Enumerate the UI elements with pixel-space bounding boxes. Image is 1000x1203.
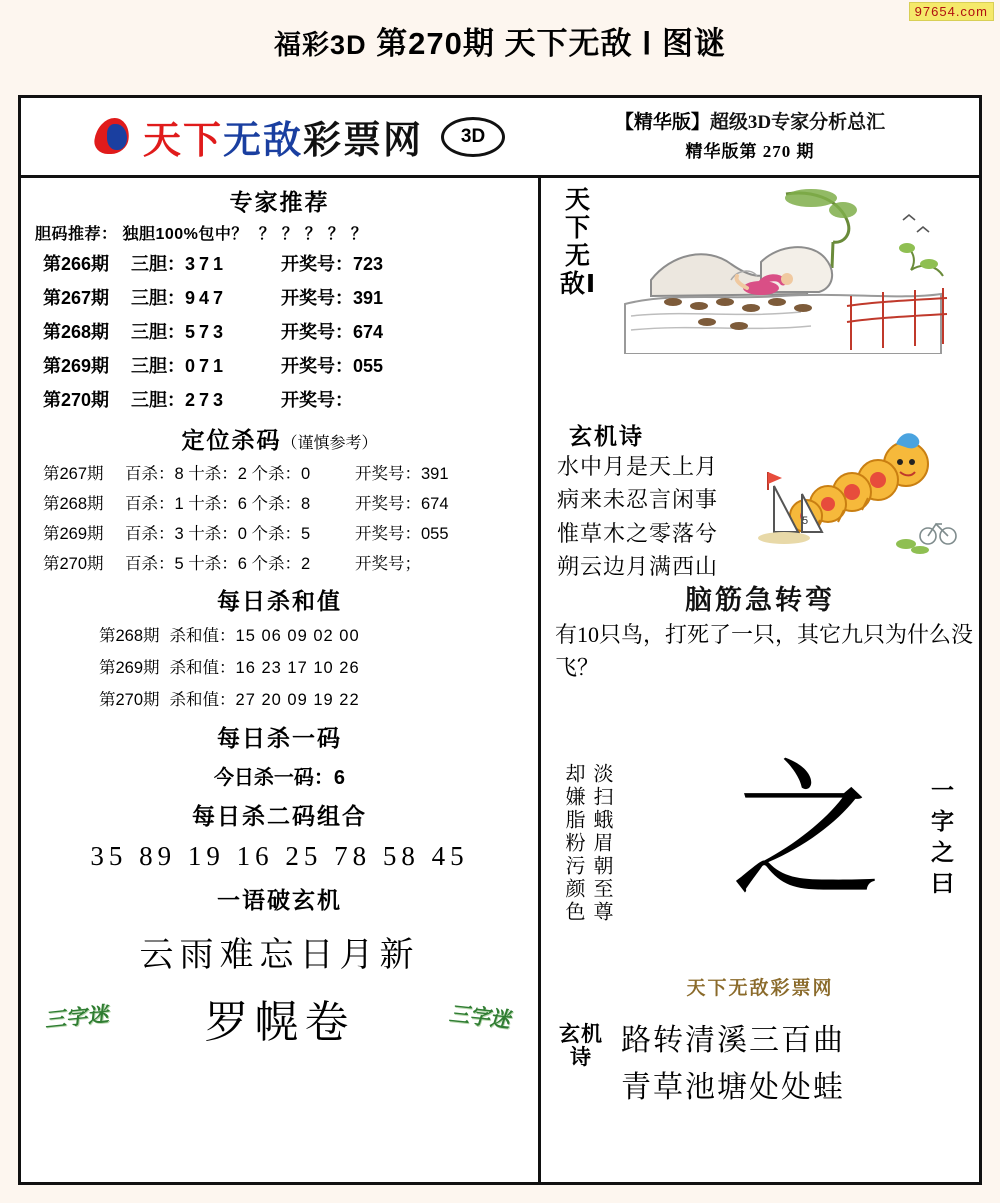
poem-line: 水中月是天上月 [557,454,719,479]
row-issue: 第270期 [43,390,110,410]
big-character: 之 [731,750,882,916]
row-label: 杀和值： [169,659,236,677]
page-title-issue: 第270期 [376,26,495,61]
swallow-logo-icon [91,116,137,158]
three-char-riddle-row [21,986,538,1050]
danma-question-marks: ？？？？？ [258,226,374,243]
row-values: 15 06 09 02 00 [235,627,360,645]
row-draw [355,490,449,514]
row-sandan-label: 三胆： [131,322,185,342]
row-draw-value: 055 [353,356,384,376]
row-issue: 第266期 [43,254,110,274]
poem-column: 淡扫蛾眉朝至尊 [590,763,612,924]
bottom-poem-lines [621,1018,845,1111]
poem-line: 病来未忍言闲事 [557,487,719,513]
position-kill-title-text: 定位杀码 [181,428,282,454]
row-sandan [131,250,281,276]
table-row [21,618,538,650]
table-row [21,246,538,280]
row-draw [281,318,383,344]
poem-line: 朔云边月满西山 [557,554,719,580]
row-sandan [131,318,281,344]
poster-body [21,178,979,1182]
row-sandan-value: 947 [185,288,228,308]
row-draw-label: 开奖号： [281,288,353,308]
row-values: 16 23 17 10 26 [235,659,360,677]
table-row [21,682,538,714]
table-row [21,547,538,577]
row-sandan-label: 三胆： [131,288,185,308]
poem-line: 路转清溪三百曲 [621,1024,845,1057]
edition-issue: 精华版第 270 期 [685,142,815,162]
row-draw [281,352,383,378]
row-draw-label: 开奖号： [281,322,353,342]
row-draw-value: 055 [421,525,449,543]
brand-vertical-title: 天下无敌Ⅰ [559,185,597,298]
brain-teaser-title: 脑筋急转弯 [685,585,835,616]
table-row [21,457,538,487]
row-draw [355,460,449,484]
row-draw-value: 391 [353,288,384,308]
daily-kill-one-title: 每日杀一码 [217,726,342,752]
page-title-prefix: 福彩3D [274,30,367,60]
poem-column: 却嫌脂粉污颜色 [562,763,584,924]
row-draw-label: 开奖号： [281,390,353,410]
three-char-badge-right: 三字迷 [446,1001,516,1033]
row-draw-value: 674 [421,495,449,513]
page-title [0,0,1000,77]
row-sandan [131,386,281,412]
poster-frame [18,95,982,1185]
left-column [21,178,541,1182]
row-draw-label: 开奖号： [281,254,353,274]
row-kill-values: 百杀：8 十杀：2 个杀：0 [125,465,311,483]
table-row [21,348,538,382]
table-row [21,650,538,682]
yiyu-title: 一语破玄机 [217,888,342,914]
lottery-3d-badge: 3D [441,117,505,157]
row-sandan-value: 071 [185,356,228,376]
table-row [21,382,538,416]
illustration-landscape [611,184,951,354]
site-logo-text [143,109,423,164]
row-draw-value: 391 [421,465,449,483]
position-kill-title [21,422,538,455]
masthead [21,98,979,178]
row-issue: 第269期 [43,525,104,543]
table-row [21,280,538,314]
row-draw-value: 674 [353,322,384,342]
daily-kill-sum-title: 每日杀和值 [217,589,342,615]
row-draw [281,386,353,412]
row-kill-values: 百杀：5 十杀：6 个杀：2 [125,555,311,573]
recommend-table [21,246,538,416]
row-sandan-value: 573 [185,322,228,342]
row-draw [355,550,421,574]
row-sandan [131,352,281,378]
xuanji-badge: 玄机诗 [559,1022,603,1070]
row-draw [355,520,449,544]
row-draw-label: 开奖号： [355,495,421,513]
three-char-badge-left: 三字迷 [44,1001,112,1033]
yiyu-text: 云雨难忘日月新 [139,937,420,974]
table-row [21,517,538,547]
svg-text:5: 5 [802,515,809,527]
daily-kill-sum-table [21,618,538,714]
danma-recommend-line [21,219,538,246]
row-kill-values: 百杀：1 十杀：6 个杀：8 [125,495,311,513]
table-row [21,487,538,517]
danma-label: 胆码推荐： [35,226,118,243]
row-draw-label: 开奖号； [355,555,421,573]
row-draw [281,250,383,276]
page-title-name: 天下无敌 [504,26,633,61]
xuanji-poem-lines [557,450,718,584]
row-sandan-value: 371 [185,254,228,274]
row-sandan-label: 三胆： [131,356,185,376]
row-kill-values: 百杀：3 十杀：0 个杀：5 [125,525,311,543]
vertical-poem [561,763,613,924]
site-logo [21,109,521,164]
site-subtitle: 天下无敌彩票网 [686,977,834,999]
poem-line: 青草池塘处处蛙 [621,1070,845,1104]
row-sandan-label: 三胆： [131,390,185,410]
row-sandan-value: 273 [185,390,228,410]
right-column [541,178,979,1182]
xuanji-poem-title: 玄机诗 [569,424,644,450]
row-issue: 第267期 [43,465,104,483]
illustration-caterpillar [756,428,971,563]
row-draw-value: 723 [353,254,384,274]
row-issue: 第269期 [43,356,110,376]
position-kill-table [21,457,538,577]
table-row [21,314,538,348]
row-sandan-label: 三胆： [131,254,185,274]
masthead-headline [521,108,979,166]
logo-text-part3: 彩票网 [303,118,424,162]
row-issue: 第269期 [99,659,160,677]
logo-text-part2: 无敌 [223,118,304,162]
page-title-suffix: 图谜 [661,26,726,61]
row-sandan [131,284,281,310]
row-draw-label: 开奖号： [355,525,421,543]
row-issue: 第268期 [43,495,104,513]
row-draw [281,284,383,310]
daily-kill-two-values: 35 89 19 16 25 78 58 45 [90,841,469,871]
row-issue: 第270期 [99,691,160,709]
three-char-riddle-word: 罗幌卷 [204,998,355,1047]
poem-line: 惟草木之零落兮 [557,520,719,546]
position-kill-note: （谨慎参考） [281,435,378,452]
row-label: 杀和值： [169,691,236,709]
row-issue: 第268期 [43,322,110,342]
danma-claim: 独胆100%包中？ [122,226,248,243]
row-label: 杀和值： [169,627,236,645]
logo-text-part1: 天下 [143,118,224,162]
row-draw-label: 开奖号： [355,465,421,483]
page-title-roman: Ⅰ [642,26,653,61]
one-char-riddle-label: 一字之曰 [927,778,953,902]
headline-text: 超级3D专家分析总汇 [709,111,886,133]
edition-tag: 【精华版】 [614,111,710,133]
row-values: 27 20 09 19 22 [235,691,360,709]
daily-kill-one-value: 今日杀一码：6 [213,767,346,789]
row-issue: 第270期 [43,555,104,573]
row-issue: 第267期 [43,288,110,308]
expert-recommend-title: 专家推荐 [229,190,330,216]
daily-kill-two-title: 每日杀二码组合 [192,804,367,830]
row-draw-label: 开奖号： [281,356,353,376]
brain-teaser-body: 有10只鸟，打死了一只，其它九只为什么没飞？ [555,622,974,680]
row-issue: 第268期 [99,627,160,645]
site-watermark: 97654.com [909,2,994,21]
